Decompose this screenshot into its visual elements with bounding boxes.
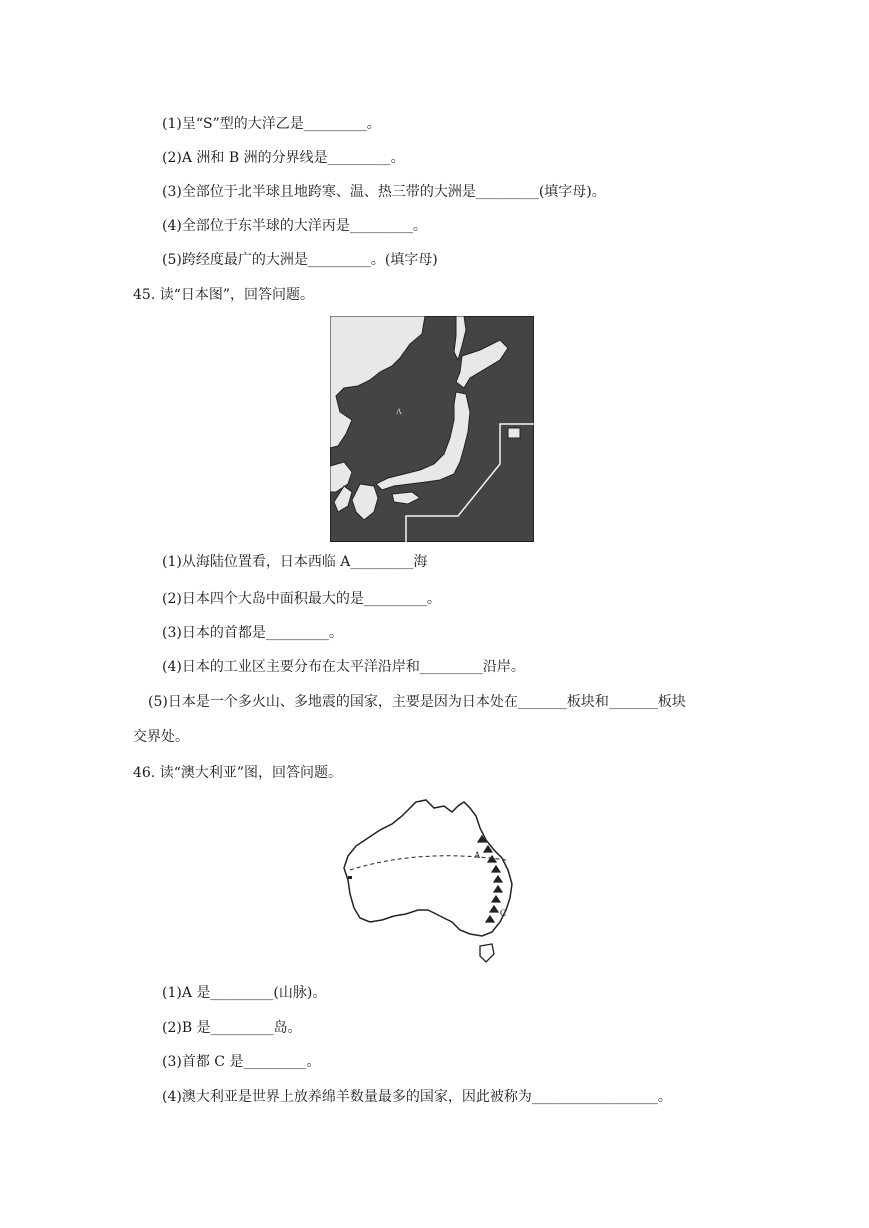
q46-item-3: (3)首都 C 是_________。 (162, 1054, 321, 1070)
q46-item-4: (4)澳大利亚是世界上放养绵羊数量最多的国家，因此被称为__________________。 (162, 1089, 672, 1105)
q45-item-5-continued: 交界处。 (133, 729, 189, 745)
q44-item-2: (2)A 洲和 B 洲的分界线是_________。 (162, 150, 405, 166)
q46-title: 46. 读“澳大利亚”图，回答问题。 (133, 765, 343, 781)
q45-item-4: (4)日本的工业区主要分布在太平洋沿岸和_________沿岸。 (162, 659, 525, 675)
q44-item-4: (4)全部位于东半球的大洋丙是_________。 (162, 218, 427, 234)
q46-item-2: (2)B 是_________岛。 (162, 1020, 302, 1036)
japan-map (330, 316, 534, 542)
australia-map-label-c: C (500, 908, 507, 918)
q45-item-3: (3)日本的首都是_________。 (162, 625, 343, 641)
australia-map (340, 798, 530, 966)
q45-item-5: (5)日本是一个多火山、多地震的国家，主要是因为日本处在_______板块和_______板块 (148, 694, 686, 710)
q46-item-1: (1)A 是_________(山脉)。 (162, 985, 327, 1001)
q44-item-3: (3)全部位于北半球且地跨寒、温、热三带的大洲是_________(填字母)。 (162, 184, 606, 200)
q45-title: 45. 读“日本图”，回答问题。 (133, 287, 315, 303)
japan-map-label-a: A (396, 407, 402, 416)
australia-map-label-a: A (474, 850, 481, 860)
q44-item-5: (5)跨经度最广的大洲是_________。(填字母) (162, 252, 438, 268)
q45-item-1: (1)从海陆位置看，日本西临 A_________海 (162, 554, 428, 570)
q45-item-2: (2)日本四个大岛中面积最大的是_________。 (162, 591, 441, 607)
q44-item-1: (1)呈“S”型的大洋乙是_________。 (162, 116, 381, 132)
